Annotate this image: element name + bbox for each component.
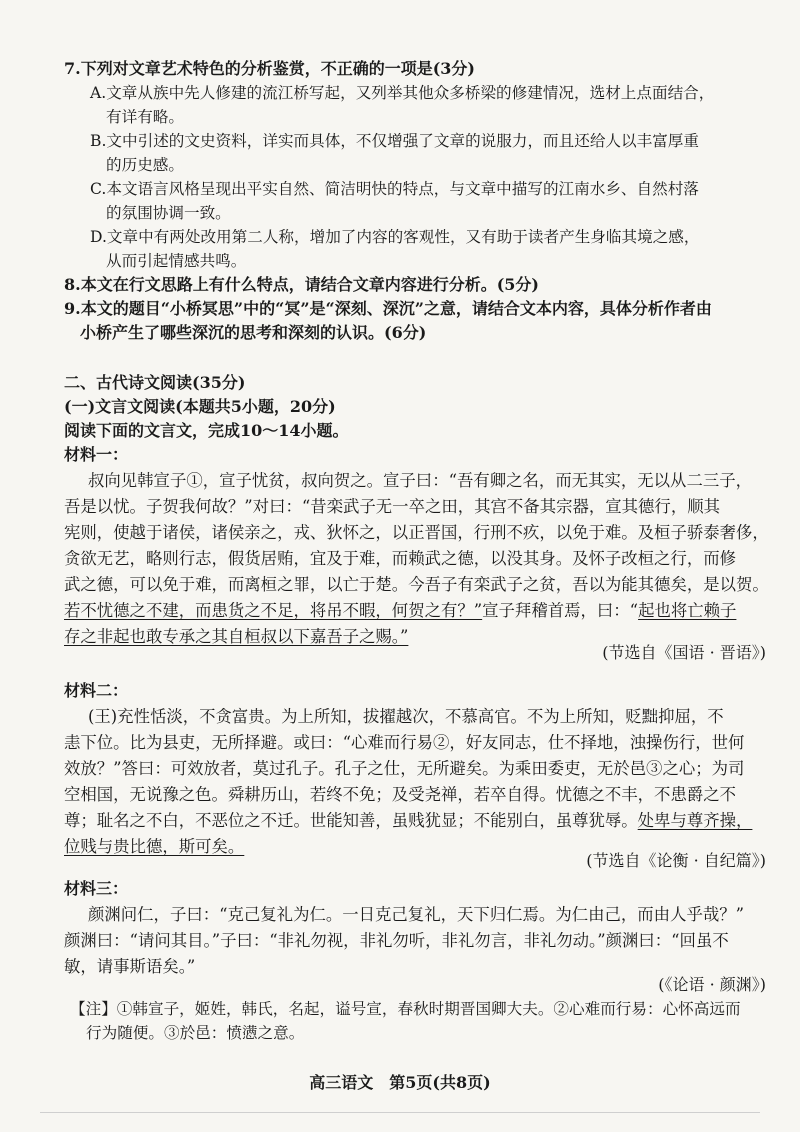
- underlined-sentence: 处卑与尊齐操，: [637, 811, 753, 830]
- material-1-line: 宪则，使越于诸侯，诸侯亲之，戎、狄怀之，以正晋国，行刑不疚，以免于难。及桓子骄泰奢侈，: [64, 523, 769, 542]
- underlined-sentence: 存之非起也敢专承之其自桓叔以下嘉吾子之赐。”: [64, 627, 409, 646]
- material-1-source: (节选自《国语 · 晋语》): [602, 643, 766, 662]
- q7-stem: 7.下列对文章艺术特色的分析鉴赏，不正确的一项是(3分): [64, 59, 475, 78]
- underlined-sentence: 若不忧德之不建，而患货之不足，将吊不暇，何贺之有？”: [64, 601, 483, 620]
- material-3-label: 材料三：: [64, 879, 129, 898]
- plain-text: 宣子拜稽首焉，曰：“: [482, 601, 639, 620]
- material-3-line: 颜渊问仁，子曰：“克己复礼为仁。一日克己复礼，天下归仁焉。为仁由己，而由人乎哉？”: [88, 905, 744, 924]
- q7-option-b: B.文中引述的文史资料，详实而具体，不仅增强了文章的说服力，而且还给人以丰富厚重: [90, 132, 699, 150]
- material-3-line: 敏，请事斯语矣。”: [64, 957, 196, 976]
- q9-stem: 9.本文的题目“小桥冥思”中的“冥”是“深刻、深沉”之意，请结合文本内容，具体分析作者由: [64, 299, 712, 318]
- material-2-line: 空相国，无说豫之色。舜耕历山，若终不免；及受尧禅，若卒自得。忧德之不丰，不患爵之不: [64, 785, 737, 804]
- q7-option-d-cont: 从而引起情感共鸣。: [106, 252, 247, 270]
- underlined-sentence: 位贱与贵比德，斯可矣。: [64, 837, 245, 856]
- annotation-note: 【注】①韩宣子，姬姓，韩氏，名起，谥号宣，春秋时期晋国卿大夫。②心难而行易：心怀高远而: [70, 1000, 741, 1018]
- q7-option-d: D.文章中有两处改用第二人称，增加了内容的客观性，又有助于读者产生身临其境之感，: [90, 228, 700, 246]
- material-3-source: (《论语 · 颜渊》): [658, 975, 766, 994]
- material-3-line: 颜渊曰：“请问其目。”子曰：“非礼勿视，非礼勿听，非礼勿言，非礼勿动。”颜渊曰：“回虽不: [64, 931, 729, 950]
- q7-option-a: A.文章从族中先人修建的流江桥写起，又列举其他众多桥梁的修建情况，选材上点面结合，: [90, 84, 715, 102]
- material-2-line: 恚下位。比为县吏，无所择避。或曰：“心难而行易②，好友同志，仕不择地，浊操伤行，世何: [64, 733, 745, 752]
- q7-option-c: C.本文语言风格呈现出平实自然、简洁明快的特点，与文章中描写的江南水乡、自然村落: [90, 180, 699, 198]
- material-1-line: 吾是以忧。子贺我何故？”对曰：“昔栾武子无一卒之田，其宫不备其宗器，宣其德行，顺其: [64, 497, 720, 516]
- material-1-line: 叔向见韩宣子①，宣子忧贫，叔向贺之。宣子曰：“吾有卿之名，而无其实，无以从二三子，: [88, 471, 753, 490]
- underlined-sentence: 起也将亡赖子: [638, 601, 737, 620]
- divider: [40, 1112, 760, 1113]
- material-2-line: 效放？”答曰：可效放者，莫过孔子。孔子之仕，无所避矣。为乘田委吏，无於邑③之心；为司: [64, 759, 745, 778]
- material-1-line: 武之德，可以免于难，而离桓之罪，以亡于楚。今吾子有栾武子之贫，吾以为能其德矣，是以贺。: [64, 575, 769, 594]
- section-subtitle: (一)文言文阅读(本题共5小题，20分): [64, 397, 336, 416]
- material-1-label: 材料一：: [64, 445, 129, 464]
- material-2-label: 材料二：: [64, 681, 129, 700]
- q8-stem: 8.本文在行文思路上有什么特点，请结合文章内容进行分析。(5分): [64, 275, 539, 294]
- material-1-line: 贪欲无艺，略则行志，假货居贿，宜及于难，而赖武之德，以没其身。及怀子改桓之行，而修: [64, 549, 737, 568]
- material-1-line: [64, 600, 736, 622]
- annotation-note-cont: 行为随便。③於邑：愤懑之意。: [86, 1024, 305, 1042]
- material-2-line: [64, 810, 752, 832]
- q7-option-c-cont: 的氛围协调一致。: [106, 204, 231, 222]
- q7-option-b-cont: 的历史感。: [106, 156, 184, 174]
- section-title: 二、古代诗文阅读(35分): [64, 373, 246, 392]
- section-instruction: 阅读下面的文言文，完成10～14小题。: [64, 421, 349, 440]
- q9-stem-cont: 小桥产生了哪些深沉的思考和深刻的认识。(6分): [80, 323, 427, 342]
- material-2-source: (节选自《论衡 · 自纪篇》): [586, 851, 766, 870]
- q7-option-a-cont: 有详有略。: [106, 108, 184, 126]
- plain-text: 尊；耻名之不白，不恶位之不迁。世能知善，虽贱犹显；不能别白，虽尊犹辱。: [64, 811, 638, 830]
- material-2-line: (王)充性恬淡，不贪富贵。为上所知，拔擢越次，不慕高官。不为上所知，贬黜抑屈，不: [88, 707, 724, 726]
- page-footer: 高三语文 第5页(共8页): [309, 1073, 491, 1092]
